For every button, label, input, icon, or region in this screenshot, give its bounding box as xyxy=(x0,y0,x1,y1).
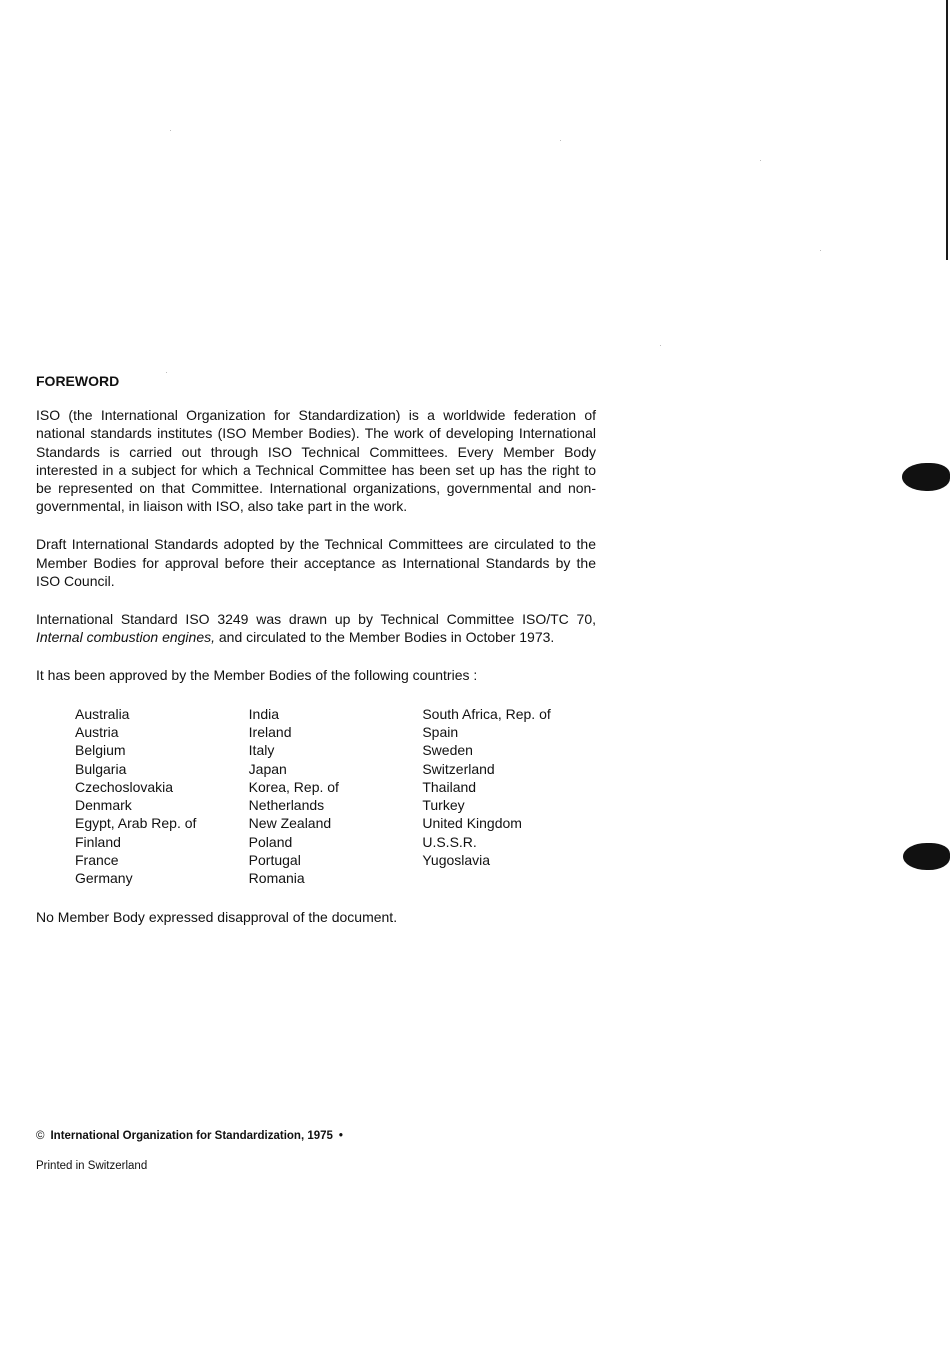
country-item: Poland xyxy=(248,833,293,850)
binder-hole-mark xyxy=(902,463,950,491)
country-item: France xyxy=(75,852,119,869)
scan-speck xyxy=(560,140,561,141)
country-item: Yugoslavia xyxy=(422,852,491,869)
scan-speck xyxy=(170,130,171,131)
p3-text-after: and circulated to the Member Bodies in October 1973. xyxy=(215,629,555,646)
country-item: Germany xyxy=(75,870,133,887)
country-item: Belgium xyxy=(75,742,126,759)
country-item: Portugal xyxy=(248,852,301,869)
country-item: Italy xyxy=(248,742,275,759)
country-item: Australia xyxy=(75,705,130,722)
country-column-3 xyxy=(422,705,596,888)
country-item: Finland xyxy=(75,833,121,850)
country-item: Turkey xyxy=(422,797,465,814)
country-item: Switzerland xyxy=(422,760,495,777)
country-item: New Zealand xyxy=(248,815,332,832)
country-item: Netherlands xyxy=(248,797,325,814)
country-item: Bulgaria xyxy=(75,760,127,777)
country-item: Thailand xyxy=(422,778,477,795)
copyright-text: International Organization for Standardization, 1975 xyxy=(50,1130,333,1142)
scan-speck xyxy=(760,160,761,161)
copyright-symbol: © xyxy=(36,1130,45,1142)
paragraph-iso-3249 xyxy=(36,610,596,646)
country-item: Egypt, Arab Rep. of xyxy=(75,815,197,832)
country-item: Sweden xyxy=(422,742,473,759)
paragraph-closing: No Member Body expressed disapproval of the document. xyxy=(36,908,398,925)
country-item: Austria xyxy=(75,723,119,740)
bullet-icon: • xyxy=(338,1130,343,1142)
paragraph-draft-standards: Draft International Standards adopted by the Technical Committees are circulated to the Member Bodies for approval before their acceptance as International Standards by the ISO Council. xyxy=(36,536,596,589)
printed-in-line: Printed in Switzerland xyxy=(36,1160,148,1172)
foreword-heading: FOREWORD xyxy=(36,373,120,389)
country-list xyxy=(75,705,596,888)
country-item: Japan xyxy=(248,760,287,777)
country-item: United Kingdom xyxy=(422,815,522,832)
country-item: Denmark xyxy=(75,797,132,814)
scan-speck xyxy=(660,345,661,346)
committee-name-italic: Internal combustion engines, xyxy=(36,629,215,646)
country-item: Korea, Rep. of xyxy=(248,778,339,795)
country-item: India xyxy=(248,705,280,722)
paragraph-approval-intro: It has been approved by the Member Bodies of the following countries : xyxy=(36,667,478,684)
country-item: Czechoslovakia xyxy=(75,778,174,795)
country-item: U.S.S.R. xyxy=(422,833,477,850)
p3-text-before: International Standard ISO 3249 was drawn up by Technical Committee ISO/TC 70, xyxy=(36,611,596,628)
country-item: Spain xyxy=(422,723,459,740)
country-item: Ireland xyxy=(248,723,292,740)
copyright-line xyxy=(36,1130,343,1142)
country-item: South Africa, Rep. of xyxy=(422,705,551,722)
foreword-section xyxy=(36,372,596,926)
country-item: Romania xyxy=(248,870,305,887)
paragraph-iso-intro: ISO (the International Organization for Standardization) is a worldwide federation of national standards institutes (ISO Member Bodies). The work of developing International Standards is carried out through ISO Technical Committees. Every Member Body interested in a subject for which a Technical Committee has been set up has the right to be represented on that Committee. International organizations, governmental and non-governmental, in liaison with ISO, also take part in the work. xyxy=(36,407,596,515)
country-column-1 xyxy=(75,705,249,888)
binder-hole-mark xyxy=(903,843,950,870)
country-column-2 xyxy=(249,705,423,888)
scan-speck xyxy=(820,250,821,251)
page-edge-line xyxy=(946,0,948,260)
